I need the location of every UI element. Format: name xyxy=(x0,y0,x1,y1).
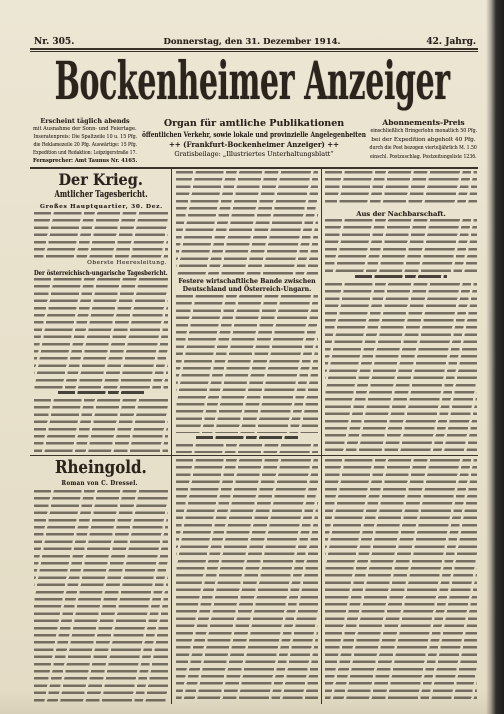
war-section-subtitle-text: Amtlicher Tagesbericht. xyxy=(54,189,149,200)
serial-author-text: Roman von C. Dressel. xyxy=(61,478,139,487)
body-text-block xyxy=(176,171,318,275)
neighbourhood-heading xyxy=(325,209,477,218)
info-box-subscription xyxy=(370,117,477,161)
body-text-block xyxy=(176,444,318,453)
masthead-title: Bockenheimer Anzeiger xyxy=(54,51,451,112)
subscription-line-text: durch die Post bezogen vierteljährlich M. 1.50 xyxy=(369,145,478,152)
austria-report-heading xyxy=(34,268,168,277)
body-text-block xyxy=(325,171,477,207)
body-text-block xyxy=(325,219,477,273)
economy-heading-text: Deutschland und Österreich-Ungarn. xyxy=(182,285,312,293)
info-line-text: die Reklamezeile 20 Pfg. Auswärtige: 15 Pfg. xyxy=(33,142,137,148)
organ-line xyxy=(142,129,366,139)
illegible-heading xyxy=(355,275,447,279)
body-text-block xyxy=(34,278,168,390)
info-box-organ xyxy=(142,118,366,158)
column-separator xyxy=(171,169,172,704)
subscription-line-text: einschl. Postzuschlag. Postzeitungsliste 1236. xyxy=(370,153,477,160)
war-dateline-text: Großes Hauptquartier, 30. Dez. xyxy=(40,204,163,210)
austria-report-heading-text: Der österreichisch-ungarische Tagesbericht. xyxy=(34,268,168,277)
neighbourhood-heading-text: Aus der Nachbarschaft. xyxy=(356,209,446,218)
illegible-heading xyxy=(58,391,144,395)
subscription-line-text: einschließlich Bringerlohn monatlich 50 Pfg. xyxy=(370,128,477,135)
info-line xyxy=(33,125,137,133)
body-text-block xyxy=(325,283,477,453)
war-section-title-text: Der Krieg. xyxy=(58,170,144,189)
issue-date-text: Donnerstag, den 31. Dezember 1914. xyxy=(163,36,341,47)
info-line xyxy=(33,149,137,157)
header-rule-thick xyxy=(30,48,478,50)
info-line xyxy=(33,141,137,149)
issue-number xyxy=(34,36,96,47)
organ-line xyxy=(142,149,366,158)
masthead-bottom-rule xyxy=(30,167,478,169)
serial-title xyxy=(55,457,147,478)
war-section-title xyxy=(59,170,143,189)
body-text-block xyxy=(34,399,168,453)
organ-title xyxy=(142,118,366,129)
info-box-publication xyxy=(33,117,137,165)
info-line-text: Fernsprecher: Amt Taunus Nr. 4165. xyxy=(32,158,138,164)
info-line xyxy=(33,117,137,125)
subscription-line xyxy=(370,144,477,153)
info-line-text: Expedition und Redaktion: Leipzigerstraße 17. xyxy=(33,150,137,156)
subscription-line xyxy=(370,136,477,145)
issue-number-text: Nr. 305. xyxy=(34,36,75,47)
war-report-signature xyxy=(34,259,167,267)
serial-title-text: Rheingold. xyxy=(55,457,147,478)
volume-number xyxy=(414,36,476,47)
economy-heading-line xyxy=(176,277,318,285)
war-section-subtitle xyxy=(55,189,148,200)
issue-date xyxy=(160,36,344,47)
economy-heading-text: Festere wirtschaftliche Bande zwischen xyxy=(178,277,316,285)
info-line-text: Erscheint täglich abends xyxy=(40,117,130,125)
info-line-text: mit Ausnahme der Sonn- und Feiertage. xyxy=(33,126,137,132)
masthead xyxy=(55,53,450,111)
info-line xyxy=(33,133,137,141)
subscription-line xyxy=(370,127,477,136)
organ-line-text: öffentlichen Verkehr, sowie lokale und provinzielle Angelegenheiten xyxy=(142,129,366,139)
subscription-line xyxy=(370,153,477,162)
feuilleton-rule xyxy=(30,455,478,456)
info-line xyxy=(33,157,137,165)
column-separator xyxy=(321,169,322,704)
organ-line-text: ++ (Frankfurt-Bockenheimer Anzeiger) ++ xyxy=(169,139,339,149)
organ-line-text: Gratisbeilage: „Illustriertes Unterhaltungsblatt“ xyxy=(174,149,334,158)
war-dateline xyxy=(40,203,168,211)
organ-line xyxy=(142,139,366,149)
illegible-heading xyxy=(196,436,298,440)
serial-author xyxy=(62,478,138,487)
war-report-signature-text: Oberste Heeresleitung. xyxy=(87,260,167,266)
economy-heading-line xyxy=(176,285,318,293)
serial-text-block xyxy=(34,490,168,702)
serial-text-block xyxy=(325,459,477,702)
info-line-text: Inseratenpreis: Die Spaltzeile 10 u. 15 Pfg. xyxy=(33,134,137,140)
subscription-title xyxy=(370,117,477,127)
subscription-title-text: Abonnements-Preis xyxy=(382,117,465,127)
volume-number-text: 42. Jahrg. xyxy=(426,36,476,47)
body-text-block xyxy=(176,295,318,433)
serial-text-block xyxy=(176,459,318,702)
body-text-block xyxy=(34,212,168,258)
organ-title-text: Organ für amtliche Publikationen xyxy=(163,118,345,129)
subscription-line-text: bei der Expedition abgeholt 40 Pfg. xyxy=(371,136,476,143)
